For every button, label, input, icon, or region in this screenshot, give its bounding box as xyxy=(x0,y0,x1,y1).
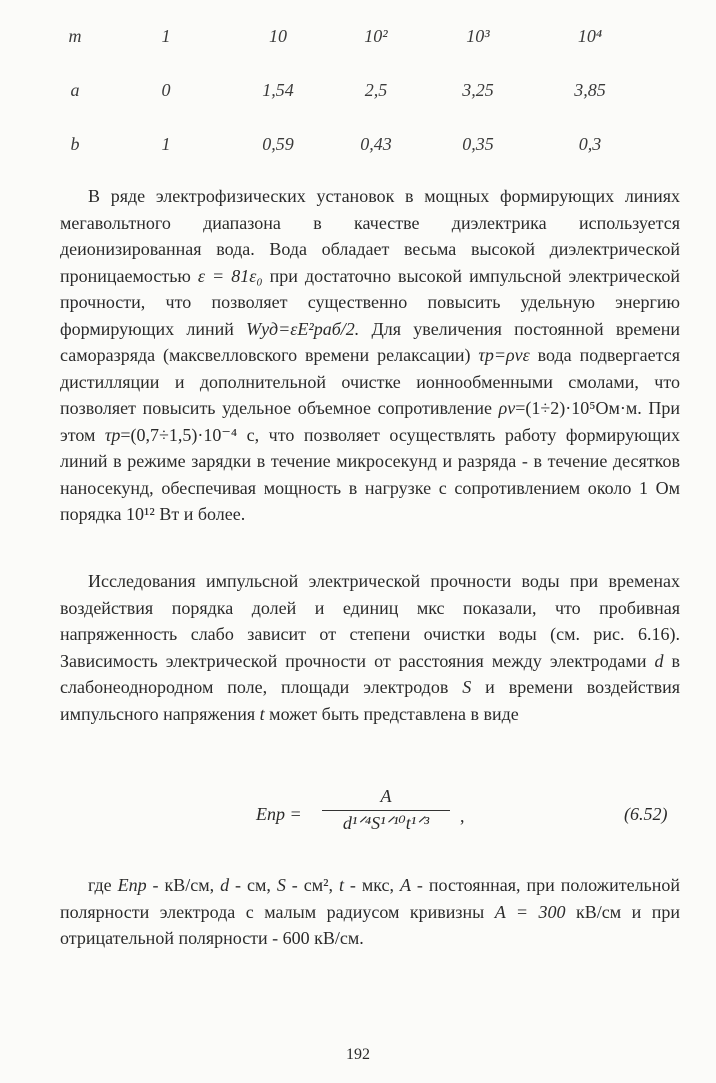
table-row-b xyxy=(44,134,646,188)
equation-number: (6.52) xyxy=(624,804,668,824)
tau-symbol: τр xyxy=(104,424,121,445)
paragraph-breakdown-strength xyxy=(60,568,680,727)
table-cell: 0 xyxy=(161,80,171,100)
text-span: - мкс, xyxy=(343,875,400,895)
s-symbol: S xyxy=(276,875,286,895)
page-number: 192 xyxy=(346,1046,370,1063)
a-value: A = 300 xyxy=(494,901,566,922)
table-row-a xyxy=(44,80,646,134)
formula-denominator: d¹ᐟ⁴S¹ᐟ¹⁰t¹ᐟ³ xyxy=(342,813,430,833)
s-symbol: S xyxy=(462,677,472,697)
formula-numerator: A xyxy=(380,786,392,806)
text-span: Исследования импульсной электрической прочности воды при временах воздействия порядка долей и единиц мкс показали, что пробивная напряженность слабо зависит от степени очистки воды (см. рис. 6.16). Зависимость электрической прочности от расстояния между электродами xyxy=(60,571,680,671)
table-cell: 2,5 xyxy=(364,80,388,100)
rho-value: =(1÷2)·10⁵Ом·м. xyxy=(515,398,642,418)
table-cell: 0,59 xyxy=(262,134,294,154)
table-cell: 1 xyxy=(161,26,171,46)
rho-symbol: ρv xyxy=(498,398,516,418)
coefficient-table xyxy=(44,26,646,188)
table-row-m xyxy=(44,26,646,80)
text-span: при достаточно высокой импульсной электрической прочности, что позволяет существенно повысить удельную энергию формирующих линий xyxy=(60,265,680,339)
formula-lhs: Eпр = xyxy=(256,804,302,824)
paragraph-water-dielectric xyxy=(60,183,680,528)
text-span: где xyxy=(88,875,118,895)
text-span: что позволяет осуществлять работу формирующих линий в режиме зарядки в течение микросекунд и разряда - в течение десятков наносекунд, обеспечивая мощность в нагрузке с сопротивлением около 1 Ом порядка 10¹² Вт и более. xyxy=(60,424,681,524)
table-cell: 0,35 xyxy=(462,134,494,154)
text-span: - кВ/см, xyxy=(146,875,221,895)
energy-expression: Wуд=εE²раб/2. xyxy=(246,318,360,339)
table-cell: 10⁴ xyxy=(577,26,603,46)
d-symbol: d xyxy=(654,650,664,671)
paragraph-legend xyxy=(60,872,680,952)
table-cell: 1,54 xyxy=(262,80,294,100)
text-span: - см², xyxy=(285,875,339,895)
text-span: вода подвергается дистилляции и дополнительной очистке ионнообменными смолами, что позволяет повысить удельное объемное сопротивление xyxy=(60,345,680,418)
text-span: и времени воздействия импульсного напряжения xyxy=(60,677,680,724)
e-symbol: Eпр xyxy=(117,875,147,895)
formula-fraction xyxy=(320,786,452,834)
tau-value: =(0,7÷1,5)·10⁻⁴ с, xyxy=(120,424,260,445)
table-cell: 1 xyxy=(161,134,171,154)
text-span: - см, xyxy=(229,875,277,895)
text-span: кВ/см и при отрицательной полярности - 600 кВ/см. xyxy=(60,901,681,948)
table-cell: 10³ xyxy=(466,26,490,46)
text-span: При этом xyxy=(60,398,680,445)
table-cell: 10² xyxy=(364,26,388,46)
formula-6-52 xyxy=(0,784,716,844)
text-span: В ряде электрофизических установок в мощных формирующих линиях мегавольтного диапазона в качестве диэлектрика используется деионизированная вода. Вода обладает весьма высокой диэлектрической проницаемостью xyxy=(60,186,680,286)
table-cell: a xyxy=(70,80,80,100)
formula-comma: , xyxy=(460,806,465,826)
table-cell: m xyxy=(68,26,82,46)
table-cell: 0,3 xyxy=(578,134,602,154)
table-cell: 3,25 xyxy=(462,80,494,100)
text-span: в слабонеоднородном поле, площади электродов xyxy=(60,650,681,697)
epsilon-expression: ε = 81ε₀ xyxy=(197,265,263,286)
text-span: Для увеличения постоянной времени саморазряда (максвелловского времени релаксации) xyxy=(60,318,680,365)
text-span: - постоянная, при положительной полярности электрода с малым радиусом кривизны xyxy=(60,875,681,922)
table-cell: 0,43 xyxy=(360,134,392,154)
d-symbol: d xyxy=(220,875,230,895)
tau-expression: τр=ρvε xyxy=(478,345,530,365)
text-span: может быть представлена в виде xyxy=(264,703,519,724)
table-cell: b xyxy=(70,134,80,154)
a-symbol: A xyxy=(399,875,411,895)
t-symbol: t xyxy=(259,703,265,724)
table-cell: 3,85 xyxy=(574,80,606,100)
table-cell: 10 xyxy=(269,26,287,46)
t-symbol: t xyxy=(338,875,344,895)
